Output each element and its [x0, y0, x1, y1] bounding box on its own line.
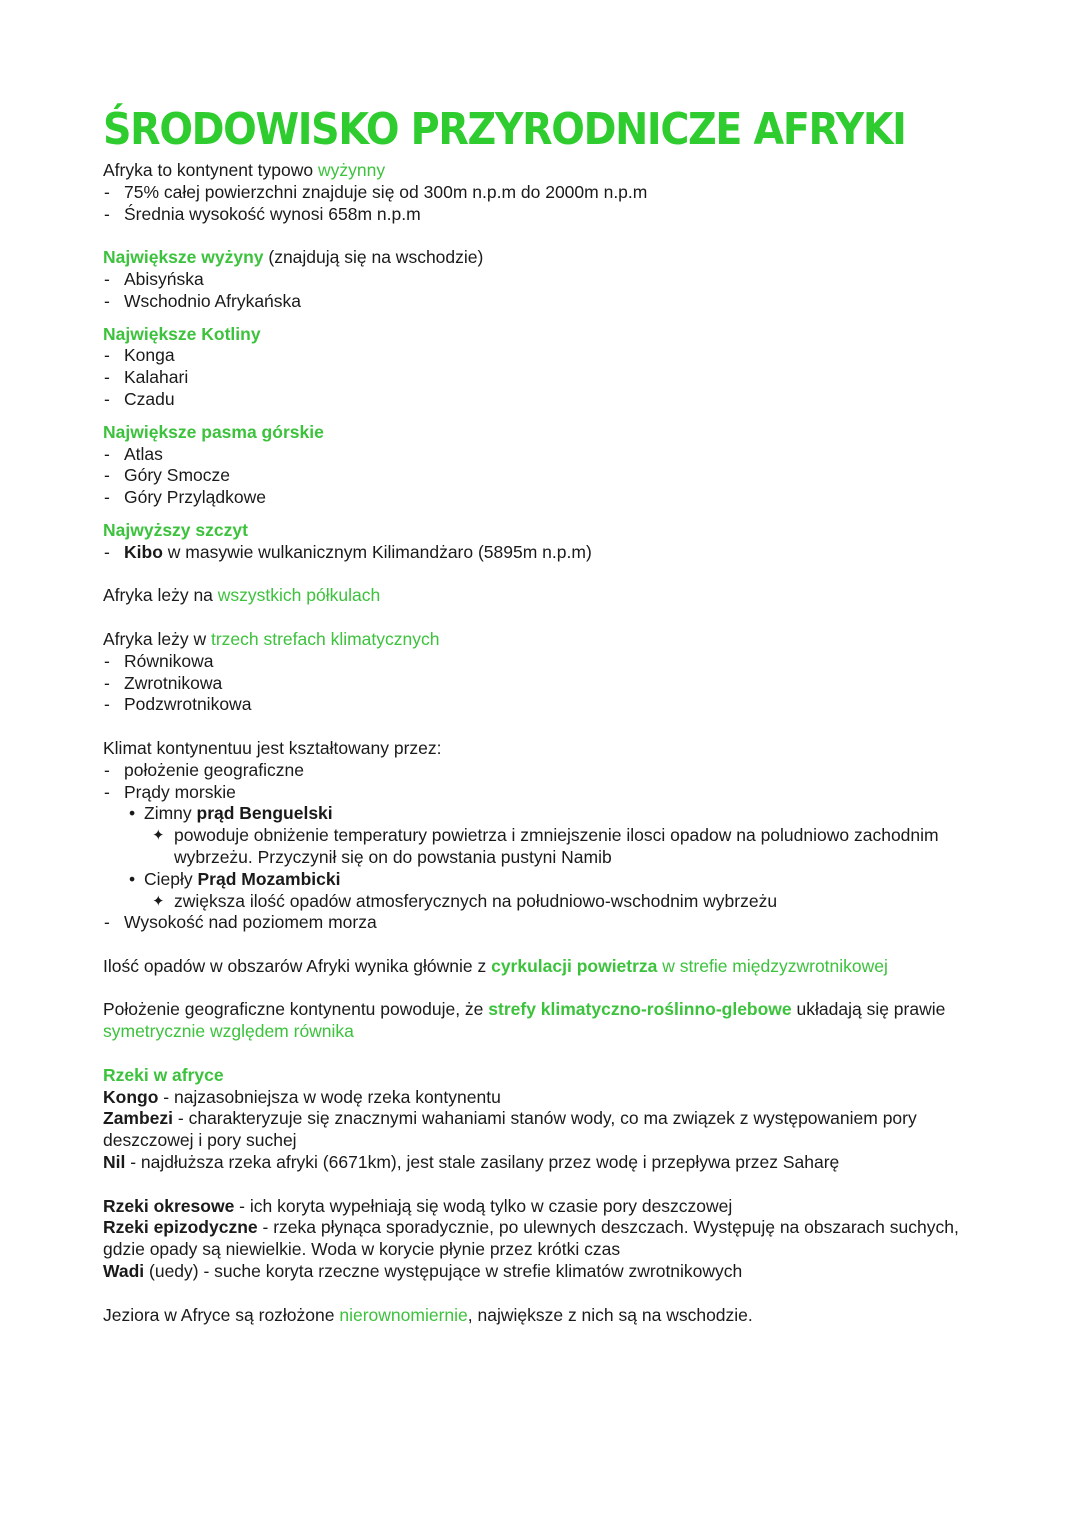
list-item: [103, 542, 1003, 564]
page-title: ŚRODOWISKO PRZYRODNICZE AFRYKI: [103, 104, 906, 155]
current-name: prąd Benguelski: [196, 803, 333, 824]
river-type-desc: - rzeka płynąca sporadycznie, po ulewnych deszczach. Występuję na obszarach suchych, gdzie opady są niewielkie. Woda w korycie płynie przez krótki czas: [103, 1217, 959, 1260]
current-effect: ✦ powoduje obniżenie temperatury powietrza i zmniejszenie ilosci opadow na poludniowo zachodnim wybrzeżu. Przyczynił się on do powstania pustyni Namib: [144, 825, 1003, 869]
lakes-rest: , największe z nich są na wschodzie.: [467, 1304, 753, 1325]
list-item: [103, 782, 1003, 913]
list-item: - Zwrotnikowa: [103, 673, 1003, 695]
list-item: - Góry Smocze: [103, 465, 1003, 487]
river-type-name: Wadi: [103, 1261, 145, 1282]
symmetry-bold: strefy klimatyczno-roślinno-glebowe: [488, 999, 792, 1020]
river-name: Kongo: [103, 1086, 159, 1107]
list-item: - położenie geograficzne: [103, 760, 1003, 782]
river-type-name: Rzeki epizodyczne: [103, 1217, 258, 1238]
intro-text: Afryka to kontynent typowo: [103, 160, 318, 180]
hemispheres-text: Afryka leży na: [103, 585, 218, 606]
river-desc: - charakteryzuje się znacznymi wahaniami stanów wody, co ma związek z występowaniem pory deszczowej i pory suchej: [103, 1108, 917, 1151]
river-type-name: Rzeki okresowe: [103, 1195, 235, 1216]
intro-list: [103, 182, 1003, 226]
climate-list: [103, 760, 1003, 934]
highlands-list: [103, 269, 1003, 313]
river-type-entry: [103, 1261, 1003, 1283]
list-item: - Wschodnio Afrykańska: [103, 291, 1003, 313]
hemispheres-highlight: wszystkich półkulach: [217, 585, 381, 606]
zones-text: Afryka leży w: [103, 628, 211, 649]
zones-highlight: trzech strefach klimatycznych: [210, 628, 440, 649]
symmetry-mid: układają się prawie: [791, 999, 946, 1020]
peak-heading: Najwyższy szczyt: [103, 519, 248, 540]
mountains-heading: Największe pasma górskie: [103, 421, 324, 442]
peak-desc: w masywie wulkanicznym Kilimandżaro (5895m n.p.m): [162, 541, 592, 562]
climate-intro: Klimat kontynentuu jest kształtowany przez:: [103, 737, 442, 758]
rivers-heading: Rzeki w afryce: [103, 1064, 224, 1085]
highlands-heading: Największe wyżyny: [103, 247, 264, 268]
rainfall-paragraph: [103, 956, 1003, 978]
current-item: [124, 803, 1003, 868]
basins-list: [103, 345, 1003, 410]
list-item: - Kalahari: [103, 367, 1003, 389]
river-desc: - najzasobniejsza w wodę rzeka kontynentu: [158, 1086, 501, 1107]
river-entry: [103, 1108, 1003, 1152]
current-name: Prąd Mozambicki: [197, 868, 341, 889]
current-effect: ✦ zwiększa ilość opadów atmosferycznych na południowo-wschodnim wybrzeżu: [144, 891, 1003, 913]
climate-currents-label: Prądy morskie: [124, 781, 236, 802]
lakes-highlight: nierownomiernie: [339, 1304, 468, 1325]
current-prefix: Zimny: [144, 803, 197, 824]
list-item: - Atlas: [103, 444, 1003, 466]
mountains-list: [103, 444, 1003, 509]
river-entry: [103, 1087, 1003, 1109]
lakes-text: Jeziora w Afryce są rozłożone: [103, 1304, 340, 1325]
rainfall-text: Ilość opadów w obszarów Afryki wynika głównie z: [103, 955, 492, 976]
current-effects: [144, 891, 1003, 913]
symmetry-text: Położenie geograficzne kontynentu powoduje, że: [103, 999, 489, 1020]
list-item: - Podzwrotnikowa: [103, 694, 1003, 716]
list-item: - Konga: [103, 345, 1003, 367]
intro-highlight: wyżynny: [317, 160, 386, 180]
current-item: [124, 869, 1003, 913]
highlands-heading-line: [103, 247, 1003, 269]
river-entry: [103, 1152, 1003, 1174]
currents-list: [124, 803, 1003, 912]
symmetry-highlight: symetrycznie względem równika: [103, 1021, 354, 1042]
river-type-entry: [103, 1196, 1003, 1218]
list-item: - Równikowa: [103, 651, 1003, 673]
list-item: - Wysokość nad poziomem morza: [103, 912, 1003, 934]
symmetry-paragraph: [103, 999, 1003, 1043]
list-item: - Góry Przylądkowe: [103, 487, 1003, 509]
river-type-desc: - ich koryta wypełniają się wodą tylko w czasie pory deszczowej: [234, 1195, 733, 1216]
hemispheres-line: [103, 585, 1003, 607]
rainfall-highlight: w strefie międzyzwrotnikowej: [657, 955, 888, 976]
river-desc: - najdłuższa rzeka afryki (6671km), jest stale zasilany przez wodę i przepływa przez Saharę: [125, 1152, 840, 1173]
river-type-entry: [103, 1217, 1003, 1261]
basins-heading: Największe Kotliny: [103, 323, 261, 344]
river-type-desc: (uedy) - suche koryta rzeczne występujące w strefie klimatów zwrotnikowych: [144, 1261, 743, 1282]
highlands-note: (znajdują się na wschodzie): [263, 247, 484, 268]
list-item: - Średnia wysokość wynosi 658m n.p.m: [103, 204, 1003, 226]
peak-list: [103, 542, 1003, 564]
list-item: - Abisyńska: [103, 269, 1003, 291]
peak-name: Kibo: [124, 541, 163, 562]
lakes-paragraph: [103, 1305, 1003, 1327]
rainfall-bold: cyrkulacji powietrza: [491, 955, 658, 976]
current-effects: [144, 825, 1003, 869]
river-name: Nil: [103, 1152, 126, 1173]
river-name: Zambezi: [103, 1108, 174, 1129]
intro-line: [103, 160, 1003, 182]
zones-list: [103, 651, 1003, 716]
list-item: - Czadu: [103, 389, 1003, 411]
zones-line: [103, 629, 1003, 651]
current-prefix: Ciepły: [144, 868, 198, 889]
list-item: - 75% całej powierzchni znajduje się od 300m n.p.m do 2000m n.p.m: [103, 182, 1003, 204]
document-page: [103, 104, 1003, 1326]
